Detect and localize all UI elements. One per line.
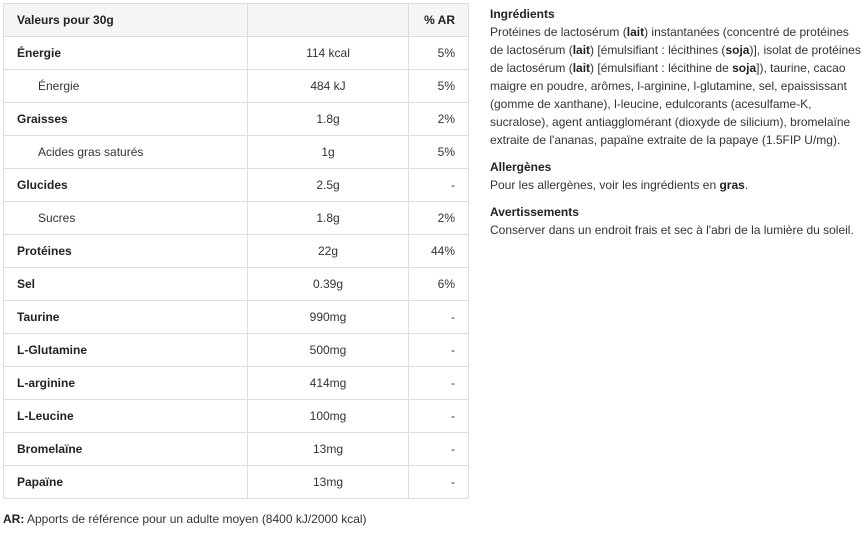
allergens-title: Allergènes (490, 160, 552, 174)
table-row (4, 70, 469, 103)
table-row (4, 301, 469, 334)
warnings-text (490, 221, 862, 239)
table-body (4, 37, 469, 499)
table-row (4, 400, 469, 433)
ingredients-section (490, 6, 862, 149)
product-info (490, 6, 862, 249)
header-ar: % AR (409, 4, 469, 37)
nutrient-name: Glucides (4, 169, 248, 202)
footnote-label: AR: (3, 512, 25, 526)
nutrient-name: L-arginine (4, 367, 248, 400)
nutrient-ar: - (409, 433, 469, 466)
nutrient-quantity: 13mg (248, 466, 409, 499)
text-fragment: ) [émulsifiant : lécithine de (590, 61, 733, 75)
header-qty (248, 4, 409, 37)
text-fragment: . (744, 178, 749, 192)
nutrient-quantity: 22g (248, 235, 409, 268)
nutrient-quantity: 1.8g (248, 202, 409, 235)
allergen-highlight: lait (572, 61, 591, 75)
allergens-section (490, 159, 862, 194)
nutrient-name: L-Leucine (4, 400, 248, 433)
text-fragment: ]), taurine, cacao maigre en poudre, arômes, l-arginine, l-glutamine, sel, epaississant (gomme de xanthane), l-leucine, edulcorants (acesulfame-K, sucralose), agent antiagglomérant (dioxyde de silicium), bromelaïne extraite de l'ananas, papaïne extraite de la papaye (1.5FIP U/mg). (490, 61, 851, 147)
nutrient-quantity: 13mg (248, 433, 409, 466)
ingredients-text (490, 23, 862, 149)
nutrition-table (3, 3, 469, 499)
warnings-section (490, 204, 862, 239)
nutrient-name: L-Glutamine (4, 334, 248, 367)
nutrient-quantity: 500mg (248, 334, 409, 367)
nutrient-name: Énergie (4, 70, 248, 103)
table-row (4, 433, 469, 466)
table-row (4, 235, 469, 268)
nutrient-name: Protéines (4, 235, 248, 268)
nutrient-ar: - (409, 400, 469, 433)
nutrient-ar: 2% (409, 202, 469, 235)
nutrient-ar: 5% (409, 70, 469, 103)
table-row (4, 367, 469, 400)
nutrient-ar: - (409, 301, 469, 334)
table-row (4, 202, 469, 235)
nutrient-name: Énergie (4, 37, 248, 70)
nutrient-ar: 5% (409, 136, 469, 169)
table-row (4, 136, 469, 169)
table-row (4, 268, 469, 301)
text-fragment: ) [émulsifiant : lécithines ( (590, 43, 726, 57)
nutrient-name: Acides gras saturés (4, 136, 248, 169)
ar-footnote (3, 512, 367, 526)
ingredients-title: Ingrédients (490, 7, 555, 21)
nutrient-quantity: 990mg (248, 301, 409, 334)
text-fragment: Conserver dans un endroit frais et sec à l'abri de la lumière du soleil. (490, 223, 854, 237)
table-row (4, 103, 469, 136)
allergen-highlight: lait (572, 43, 591, 57)
nutrient-name: Taurine (4, 301, 248, 334)
nutrient-ar: - (409, 334, 469, 367)
allergens-text (490, 176, 862, 194)
nutrient-name: Papaïne (4, 466, 248, 499)
table-row (4, 169, 469, 202)
warnings-title: Avertissements (490, 205, 579, 219)
nutrient-quantity: 100mg (248, 400, 409, 433)
nutrient-quantity: 484 kJ (248, 70, 409, 103)
nutrient-ar: 6% (409, 268, 469, 301)
table-row (4, 334, 469, 367)
header-name: Valeurs pour 30g (4, 4, 248, 37)
allergen-highlight: soja (732, 61, 757, 75)
nutrient-ar: - (409, 169, 469, 202)
nutrient-quantity: 1g (248, 136, 409, 169)
nutrient-quantity: 114 kcal (248, 37, 409, 70)
nutrient-ar: - (409, 466, 469, 499)
nutrient-name: Graisses (4, 103, 248, 136)
nutrient-name: Bromelaïne (4, 433, 248, 466)
nutrient-quantity: 2.5g (248, 169, 409, 202)
text-fragment: Protéines de lactosérum ( (490, 25, 627, 39)
text-fragment: )], isolat de protéines de lactosérum ( (490, 43, 861, 75)
nutrient-ar: - (409, 367, 469, 400)
nutrient-ar: 44% (409, 235, 469, 268)
table-row (4, 466, 469, 499)
table-header-row (4, 4, 469, 37)
nutrient-quantity: 414mg (248, 367, 409, 400)
allergen-highlight: lait (626, 25, 645, 39)
footnote-text: Apports de référence pour un adulte moyen (8400 kJ/2000 kcal) (24, 512, 367, 526)
table-row (4, 37, 469, 70)
text-fragment: Pour les allergènes, voir les ingrédients en (490, 178, 720, 192)
nutrient-quantity: 0.39g (248, 268, 409, 301)
text-fragment: ) instantanées (concentré de protéines de lactosérum ( (490, 25, 849, 57)
nutrient-ar: 2% (409, 103, 469, 136)
allergen-highlight: gras (719, 178, 745, 192)
nutrient-quantity: 1.8g (248, 103, 409, 136)
nutrient-name: Sucres (4, 202, 248, 235)
allergen-highlight: soja (725, 43, 750, 57)
nutrient-ar: 5% (409, 37, 469, 70)
nutrient-name: Sel (4, 268, 248, 301)
